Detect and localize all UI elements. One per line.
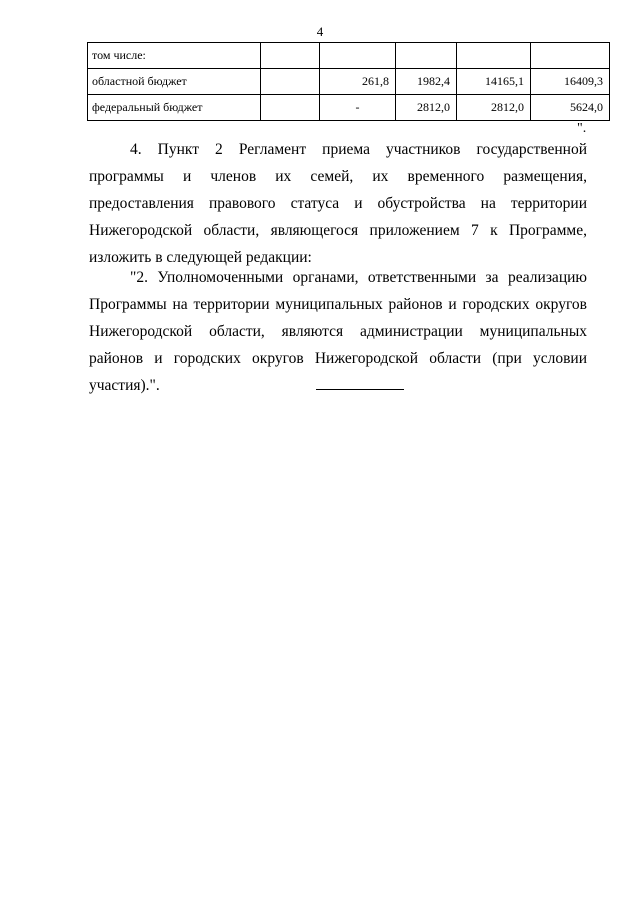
budget-table xyxy=(87,42,610,121)
row-label: том числе: xyxy=(88,43,261,69)
table-row xyxy=(88,69,610,95)
row-label: федеральный бюджет xyxy=(88,95,261,121)
page-number: 4 xyxy=(316,24,324,39)
table-cell xyxy=(261,95,320,121)
table-cell xyxy=(396,43,457,69)
table-cell xyxy=(531,43,610,69)
end-of-document-rule xyxy=(316,389,404,390)
table-cell: 2812,0 xyxy=(457,95,531,121)
table-cell: 2812,0 xyxy=(396,95,457,121)
table-cell: 5624,0 xyxy=(531,95,610,121)
row-label: областной бюджет xyxy=(88,69,261,95)
paragraph-amendment-item-4: 4. Пункт 2 Регламент приема участников государственной программы и членов их семей, их временного размещения, предоставления правового статуса и обустройства на территории Нижегородской области, являющегося приложением 7 к Программе, изложить в следующей редакции: xyxy=(89,141,587,266)
closing-quote: ". xyxy=(577,121,587,136)
table-row xyxy=(88,95,610,121)
table-cell: 1982,4 xyxy=(396,69,457,95)
table-cell: 14165,1 xyxy=(457,69,531,95)
table-cell xyxy=(261,43,320,69)
table-cell: 16409,3 xyxy=(531,69,610,95)
paragraph-new-wording: "2. Уполномоченными органами, ответственными за реализацию Программы на территории муниципальных районов и городских округов Нижегородской области, являются администрации муниципальных районов и городских округов Нижегородской области (при условии участия).". xyxy=(89,269,587,394)
table-cell: - xyxy=(320,95,396,121)
table-cell xyxy=(261,69,320,95)
table-cell xyxy=(457,43,531,69)
table-cell xyxy=(320,43,396,69)
table-row xyxy=(88,43,610,69)
table-cell: 261,8 xyxy=(320,69,396,95)
